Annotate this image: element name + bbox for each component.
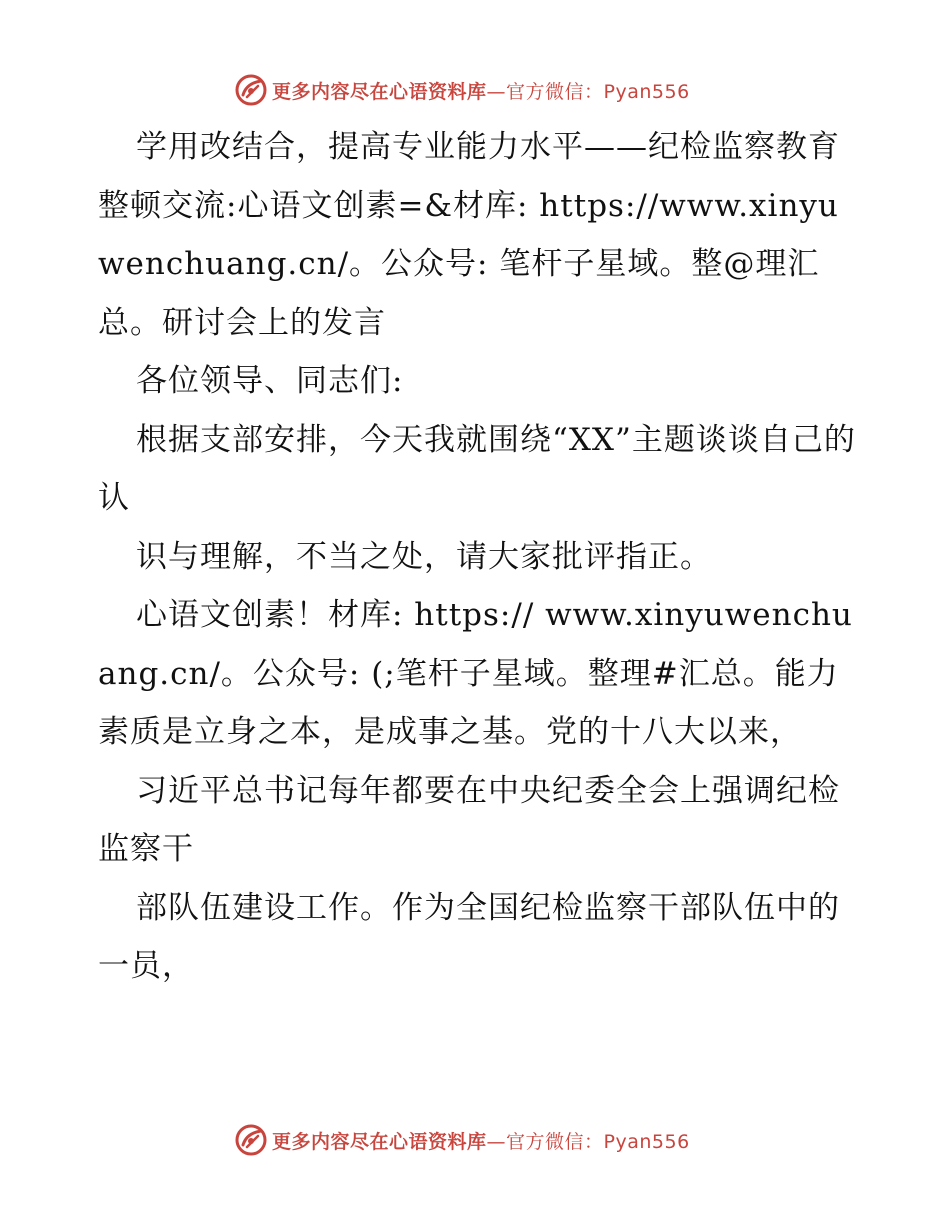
- document-body: [98, 118, 858, 996]
- watermark-separator: —: [486, 1130, 507, 1153]
- watermark-footer: [234, 1122, 690, 1158]
- watermark-separator: —: [486, 80, 507, 103]
- watermark-text: [272, 77, 690, 104]
- paragraph-ability: 心语文创素！材库: https:// www.xinyuwenchuang.cn/。公众号: (;笔杆子星域。整理#汇总。能力素质是立身之本，是成事之基。党的十八大以来，: [98, 597, 853, 750]
- paragraph-title: 学用改结合，提高专业能力水平——纪检监察教育整顿交流:心语文创素=&材库: https://www.xinyuwenchuang.cn/。公众号: 笔杆子星域。整@理汇总。研讨会上的发言: [98, 129, 840, 341]
- watermark-site: 更多内容尽在心语资料库: [272, 80, 487, 103]
- watermark-site: 更多内容尽在心语资料库: [272, 1130, 487, 1153]
- paragraph-intro: 根据支部安排，今天我就围绕“XX”主题谈谈自己的认: [98, 421, 856, 516]
- watermark-text: [272, 1127, 690, 1154]
- paragraph-team: 部队伍建设工作。作为全国纪检监察干部队伍中的一员，: [98, 889, 840, 984]
- watermark-contact: 官方微信：Pyan556: [506, 80, 690, 103]
- seal-logo-icon: [234, 1123, 268, 1157]
- paragraph-greeting: 各位领导、同志们:: [136, 363, 404, 399]
- watermark-contact: 官方微信：Pyan556: [506, 1130, 690, 1153]
- paragraph-secretary: 习近平总书记每年都要在中央纪委全会上强调纪检监察干: [98, 772, 840, 867]
- watermark-header: [234, 72, 690, 108]
- seal-logo-icon: [234, 73, 268, 107]
- paragraph-intro-cont: 识与理解，不当之处，请大家批评指正。: [136, 538, 712, 575]
